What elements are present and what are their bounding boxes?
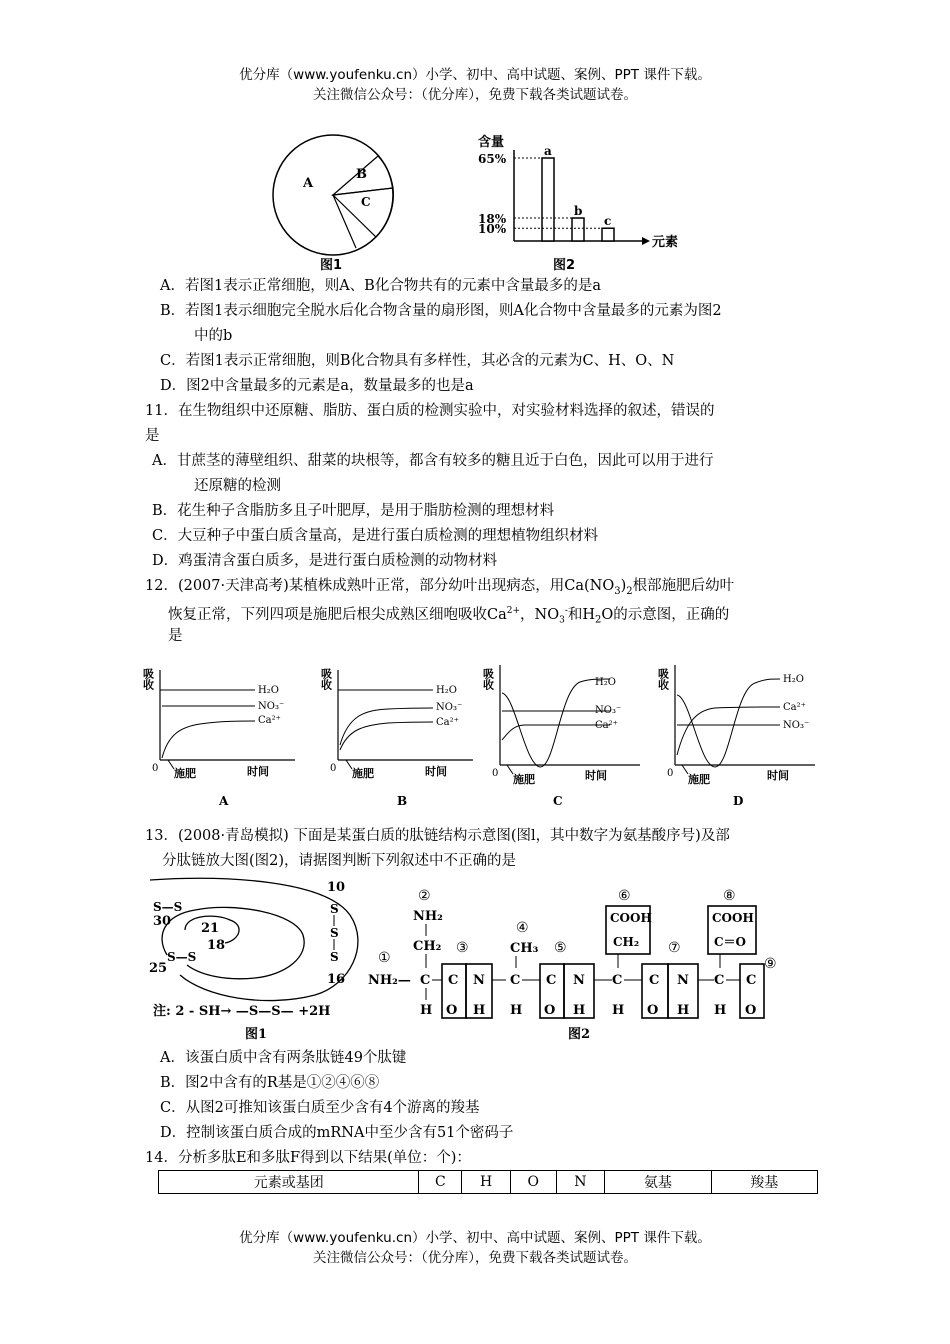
fig1-note: 注: 2 - SH→ —S—S— +2H: [153, 1004, 331, 1019]
graph-a-label-ca: Ca²⁺: [258, 715, 281, 726]
circle-3: ③: [456, 940, 469, 956]
graph-b-ylabel: 吸收: [319, 668, 333, 690]
bar-label-b: b: [574, 204, 583, 219]
graph-d-h2o: [677, 679, 780, 767]
graph-b-label-no3: NO₃⁻: [436, 702, 463, 713]
svg-text:C: C: [546, 973, 557, 988]
graph-b-xlabel: 时间: [425, 765, 447, 778]
svg-text:C: C: [746, 973, 757, 988]
graph-a-xlabel: 时间: [247, 765, 269, 778]
fig1-caption: 图1: [320, 258, 343, 273]
circle-6: ⑥: [618, 888, 631, 904]
fig1-pie-chart: [268, 130, 398, 260]
bar-label-a: a: [544, 144, 552, 158]
svg-text:COOH: COOH: [610, 911, 652, 925]
fig2-xlabel: 元素: [652, 235, 679, 250]
svg-text:O: O: [544, 1003, 556, 1018]
fig1-num-16: 16: [327, 972, 346, 987]
graph-d-ylabel: 吸收: [656, 668, 670, 690]
graph-b-ca: [340, 722, 433, 750]
svg-text:C: C: [612, 973, 623, 988]
q11-option-b: B．花生种子含脂肪多且子叶肥厚，是用于脂肪检测的理想材料: [152, 503, 555, 519]
graph-c-ylabel: 吸收: [481, 668, 495, 690]
pie-label-A: A: [303, 176, 314, 191]
fig2-x-arrow: [642, 237, 650, 245]
bar-b: [572, 218, 584, 241]
graph-c-label-ca: Ca²⁺: [595, 720, 618, 731]
graph-a-ylabel: 吸收: [141, 668, 155, 690]
svg-text:CH₂: CH₂: [413, 939, 442, 954]
graph-d-label-ca: Ca²⁺: [783, 702, 806, 713]
svg-text:S: S: [330, 926, 339, 940]
svg-text:CH₃: CH₃: [510, 941, 539, 956]
q11-stem-cont: 是: [145, 428, 160, 444]
q10-option-b: B．若图1表示细胞完全脱水后化合物含量的扇形图，则A化合物中含量最多的元素为图2: [160, 303, 722, 319]
ytick-label: 10%: [478, 222, 507, 237]
svg-text:C: C: [448, 973, 459, 988]
svg-text:O: O: [446, 1003, 458, 1018]
svg-text:C: C: [420, 973, 431, 988]
graph-a-label-h2o: H₂O: [258, 685, 279, 696]
page-header-line1: 优分库（www.youfenku.cn）小学、初中、高中试题、案例、PPT 课件下载。: [239, 67, 711, 83]
q13-option-c: C．从图2可推知该蛋白质至少含有4个游离的羧基: [160, 1100, 480, 1116]
graph-c-arrow-label: 施肥: [513, 773, 535, 786]
ytick-label: 65%: [478, 152, 507, 166]
graph-b-label-h2o: H₂O: [436, 685, 457, 696]
table-header-cell: 氨基: [605, 1171, 711, 1194]
circle-5: ⑤: [554, 940, 567, 956]
table-header-cell: O: [510, 1171, 556, 1194]
fig1-num-18: 18: [207, 938, 226, 953]
svg-text:H: H: [473, 1003, 486, 1018]
q10-option-d: D．图2中含量最多的元素是a，数量最多的也是a: [160, 378, 474, 394]
q13-option-d: D．控制该蛋白质合成的mRNA中至少含有51个密码子: [160, 1125, 514, 1141]
svg-text:N: N: [573, 973, 585, 988]
pie-label-B: B: [356, 167, 367, 182]
q13-option-a: A．该蛋白质中含有两条肽链49个肽键: [160, 1050, 407, 1066]
q12-stem-cont: 恢复正常，下列四项是施肥后根尖成熟区细咆吸收$Ca^{2+}$，$NO_3^-$和$H_2O$的示意图，正确的: [168, 606, 730, 626]
graph-c-ca: [502, 725, 610, 740]
q11-option-a: A．甘蔗茎的薄壁组织、甜菜的块根等，都含有较多的糖且近于白色，因此可以用于进行: [152, 453, 714, 469]
graph-c-caption: C: [553, 794, 563, 808]
svg-text:H: H: [612, 1003, 625, 1018]
q12-graphs: [140, 655, 820, 815]
fig1-num-30: 30: [153, 914, 172, 929]
graph-d-label-h2o: H₂O: [783, 674, 804, 685]
bar-label-c: c: [604, 214, 612, 229]
q13-stem: 13．(2008·青岛模拟) 下面是某蛋白质的肽链结构示意图(图l，其中数字为氨基酸序号)及部: [145, 828, 730, 844]
q10-option-c: C．若图1表示正常细胞，则B化合物具有多样性，其必含的元素为C、H、O、N: [160, 353, 675, 369]
fig1-num-21: 21: [201, 921, 220, 936]
page-footer-line2: 关注微信公众号：（优分库），免费下载各类试题试卷。: [313, 1250, 637, 1266]
pie-inner-line: [333, 195, 356, 248]
graph-c-label-h2o: H₂O: [595, 677, 616, 688]
svg-text:C: C: [649, 973, 660, 988]
q12-graph-a: [142, 667, 296, 808]
q10-option-b-cont: 中的b: [194, 328, 233, 344]
fig2-bar-chart: [470, 130, 710, 255]
graph-d-label-no3: NO₃⁻: [783, 720, 810, 731]
graph-a-label-no3: NO₃⁻: [258, 701, 285, 712]
svg-text:O: O: [745, 1003, 757, 1018]
svg-text:COOH: COOH: [712, 911, 754, 925]
graph-d-ca: [677, 707, 780, 755]
svg-text:S: S: [330, 902, 339, 916]
svg-text:S: S: [330, 950, 339, 964]
q13-fig1: [145, 875, 370, 1045]
graph-b-label-ca: Ca²⁺: [436, 717, 459, 728]
graph-b-no3: [340, 708, 433, 745]
graph-d-xlabel: 时间: [767, 769, 789, 782]
svg-text:H: H: [420, 1003, 433, 1018]
table-header-cell: C: [419, 1171, 462, 1194]
svg-text:NH₂—: NH₂—: [368, 973, 411, 988]
pie-label-C: C: [361, 195, 371, 209]
graph-c-origin: 0: [492, 768, 499, 779]
q14-stem: 14．分析多肽E和多肽F得到以下结果(单位：个)：: [145, 1150, 471, 1166]
table-header-cell: 羧基: [711, 1171, 817, 1194]
page-header-line2: 关注微信公众号：（优分库），免费下载各类试题试卷。: [313, 87, 637, 103]
fig1-caption-q13: 图1: [245, 1027, 268, 1042]
circle-8: ⑧: [723, 888, 736, 904]
q10-option-a: A．若图1表示正常细胞，则A、B化合物共有的元素中含量最多的是a: [160, 278, 601, 294]
svg-text:N: N: [677, 973, 689, 988]
graph-d-origin: 0: [667, 768, 674, 779]
q12-graph-c: [482, 665, 641, 808]
graph-a-origin: 0: [152, 763, 159, 774]
graph-c-label-no3: NO₃⁻: [595, 705, 622, 716]
q11-stem: 11．在生物组织中还原糖、脂肪、蛋白质的检测实验中，对实验材料选择的叙述，错误的: [145, 403, 715, 419]
graph-b-caption: B: [397, 794, 408, 808]
graph-c-h2o: [502, 679, 610, 767]
page-footer-line1: 优分库（www.youfenku.cn）小学、初中、高中试题、案例、PPT 课件下载。: [239, 1230, 711, 1246]
graph-b-origin: 0: [330, 763, 337, 774]
ytick-label: 18%: [478, 212, 507, 227]
chain-inner-loop: [162, 907, 304, 978]
circle-4: ④: [516, 920, 529, 936]
q11-option-c: C．大豆种子中蛋白质含量高，是进行蛋白质检测的理想植物组织材料: [152, 528, 599, 544]
q11-option-d: D．鸡蛋清含蛋白质多，是进行蛋白质检测的动物材料: [152, 553, 498, 569]
q12-graph-b: [320, 667, 474, 808]
graph-a-arrow-label: 施肥: [174, 767, 196, 780]
svg-text:H: H: [573, 1003, 586, 1018]
q14-table: [158, 1170, 818, 1194]
svg-text:S—S: S—S: [153, 900, 183, 914]
fig2-caption: 图2: [553, 258, 576, 273]
fig1-num-25: 25: [149, 961, 168, 976]
table-header-cell: N: [556, 1171, 605, 1194]
circle-9: ⑨: [764, 956, 777, 972]
fig2-caption-q13: 图2: [568, 1027, 591, 1042]
svg-text:CH₂: CH₂: [613, 935, 640, 949]
fig2-ylabel: 含量: [478, 135, 505, 150]
q12-stem: 12．(2007·天津高考)某植株成熟叶正常，部分幼叶出现病态，用$Ca(NO_3)_2$根部施肥后幼叶: [145, 578, 735, 597]
graph-d-caption: D: [733, 794, 744, 808]
circle-1: ①: [378, 950, 391, 966]
svg-text:C: C: [714, 973, 725, 988]
svg-text:S—S: S—S: [167, 950, 197, 964]
table-header-cell: H: [462, 1171, 510, 1194]
svg-text:H: H: [714, 1003, 727, 1018]
svg-text:NH₂: NH₂: [413, 909, 443, 924]
svg-text:O: O: [647, 1003, 659, 1018]
svg-text:C＝O: C＝O: [714, 935, 747, 949]
q12-graph-d: [657, 665, 816, 808]
bar-c: [602, 228, 614, 241]
circle-7: ⑦: [668, 940, 681, 956]
q11-option-a-cont: 还原糖的检测: [194, 478, 281, 494]
table-header-cell: 元素或基团: [159, 1171, 419, 1194]
q13-option-b: B．图2中含有的R基是①②④⑥⑧: [160, 1075, 380, 1091]
q12-stem-end: 是: [168, 628, 183, 644]
graph-a-caption: A: [219, 794, 229, 808]
svg-text:H: H: [677, 1003, 690, 1018]
svg-text:N: N: [473, 973, 485, 988]
q13-stem-cont: 分肽链放大图(图2)，请据图判断下列叙述中不正确的是: [162, 853, 517, 869]
graph-c-xlabel: 时间: [585, 769, 607, 782]
svg-text:C: C: [510, 973, 521, 988]
table-header-row: [159, 1171, 818, 1194]
circle-2: ②: [418, 888, 431, 904]
graph-b-arrow-label: 施肥: [352, 767, 374, 780]
q13-fig2: [368, 880, 798, 1045]
graph-a-ca: [162, 721, 255, 758]
graph-d-arrow-label: 施肥: [688, 773, 710, 786]
svg-text:H: H: [510, 1003, 523, 1018]
fig1-num-10: 10: [327, 880, 346, 895]
